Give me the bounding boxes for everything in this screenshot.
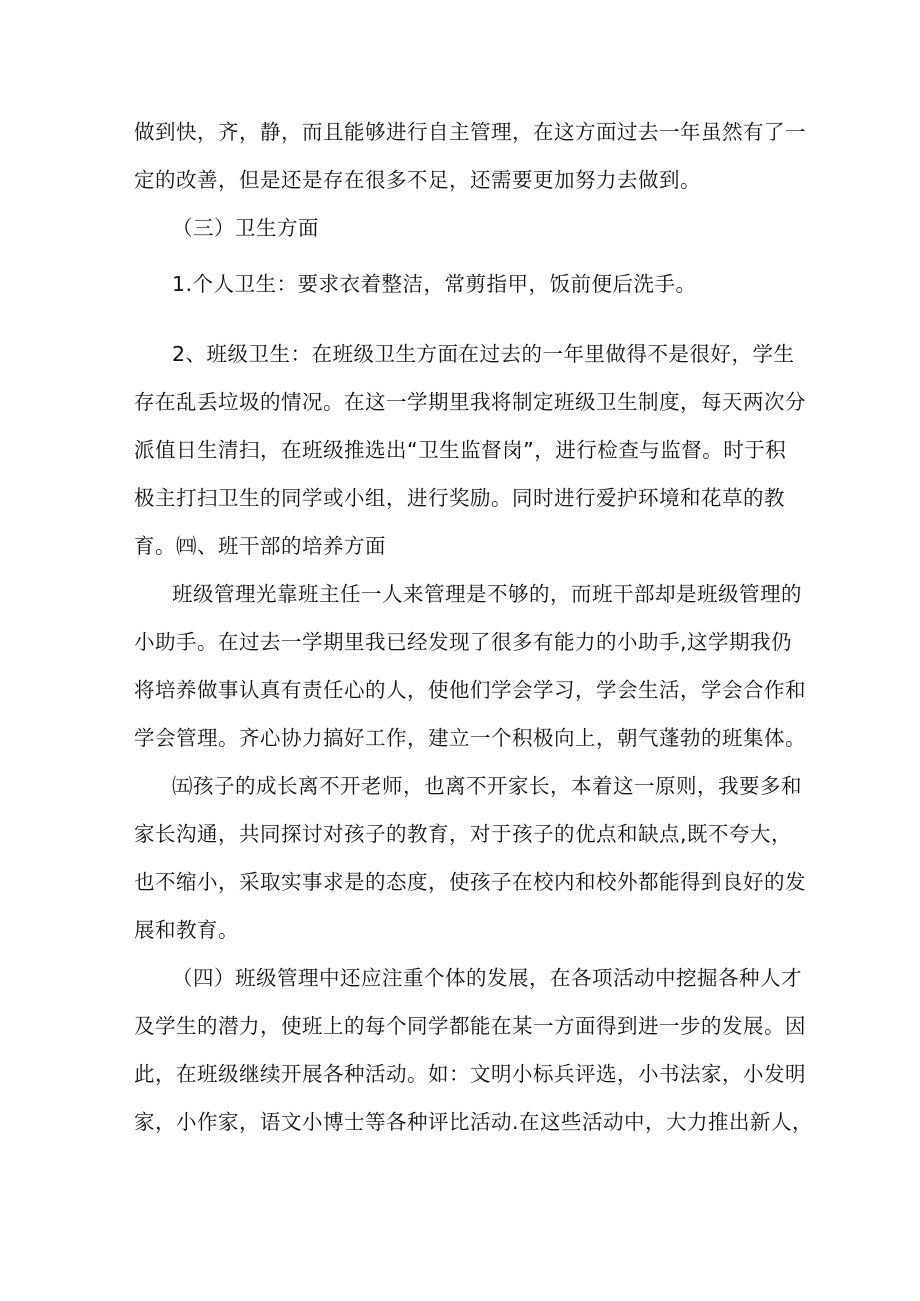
text-line: 存在乱丢垃圾的情况。在这一学期里我将制定班级卫生制度，每天两次分 — [134, 390, 806, 414]
text-line: （四）班级管理中还应注重个体的发展，在各项活动中挖掘各种人才 — [172, 966, 802, 990]
text-line: 小助手。在过去一学期里我已经发现了很多有能力的小助手,这学期我仍 — [134, 630, 793, 654]
text-line: 此，在班级继续开展各种活动。如：文明小标兵评选，小书法家，小发明 — [134, 1062, 806, 1086]
text-line: 也不缩小，采取实事求是的态度，使孩子在校内和校外都能得到良好的发 — [134, 870, 806, 894]
text-line: 学会管理。齐心协力搞好工作，建立一个积极向上，朝气蓬勃的班集体。 — [134, 726, 806, 750]
text-line: 2、班级卫生：在班级卫生方面在过去的一年里做得不是很好，学生 — [172, 342, 795, 366]
text-line: ㈤孩子的成长离不开老师，也离不开家长，本着这一原则，我要多和 — [172, 774, 802, 798]
text-line: 展和教育。 — [134, 918, 239, 942]
text-line: 班级管理光靠班主任一人来管理是不够的，而班干部却是班级管理的 — [172, 582, 802, 606]
text-line: 及学生的潜力，使班上的每个同学都能在某一方面得到进一步的发展。因 — [134, 1014, 806, 1038]
text-line: 家长沟通，共同探讨对孩子的教育，对于孩子的优点和缺点,既不夸大， — [134, 822, 793, 846]
text-line: 1.个人卫生：要求衣着整洁，常剪指甲，饭前便后洗手。 — [172, 272, 697, 296]
text-line: 育。㈣、班干部的培养方面 — [134, 534, 386, 558]
text-line: 定的改善，但是还是存在很多不足，还需要更加努力去做到。 — [134, 168, 701, 192]
text-line: 派值日生清扫，在班级推选出“卫生监督岗”，进行检查与监督。时于积 — [134, 438, 787, 462]
text-line: 将培养做事认真有责任心的人，使他们学会学习，学会生活，学会合作和 — [134, 678, 806, 702]
text-line: 做到快，齐，静，而且能够进行自主管理，在这方面过去一年虽然有了一 — [134, 120, 806, 144]
section-heading: （三）卫生方面 — [172, 216, 319, 240]
text-line: 家，小作家，语文小博士等各种评比活动.在这些活动中，大力推出新人， — [134, 1110, 814, 1134]
text-line: 极主打扫卫生的同学或小组，进行奖励。同时进行爱护环境和花草的教 — [134, 486, 785, 510]
